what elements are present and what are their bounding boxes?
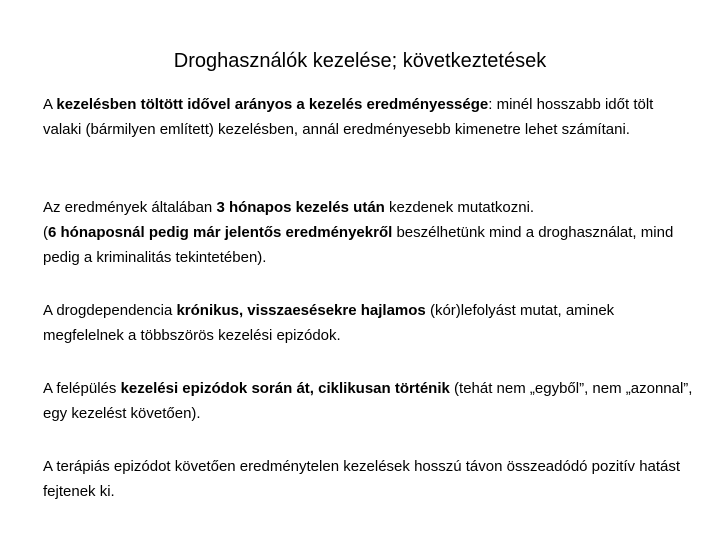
paragraph-chronic-dependence: [43, 298, 693, 348]
emphasis-segment: krónikus, visszaesésekre hajlamos: [176, 302, 426, 319]
paragraph-treatment-duration: [43, 92, 693, 142]
text-segment: A: [43, 96, 57, 113]
text-segment: kezdenek mutatkozni.: [384, 199, 535, 216]
text-segment: (tehát nem „egyből”, nem „azonnal”, egy kezelést követően).: [43, 380, 693, 422]
emphasis-segment: 3 hónapos kezelés után: [216, 199, 385, 216]
slide-title: Droghasználók kezelése; következtetések: [173, 50, 547, 72]
text-segment: (kór)lefolyást mutat, aminek megfelelnek a többszörös kezelési epizódok.: [43, 302, 615, 344]
emphasis-segment: 6 hónaposnál pedig már jelentős eredményekről: [48, 224, 393, 241]
emphasis-segment: kezelési epizódok során át, ciklikusan történik: [120, 380, 450, 397]
text-segment: Az eredmények általában: [43, 199, 217, 216]
paragraph-results-timing: [43, 195, 693, 270]
text-segment: (: [43, 224, 48, 241]
text-segment: : minél hosszabb időt tölt valaki (bármilyen említett) kezelésben, annál eredményesebb kimenetre lehet számítani.: [43, 96, 654, 138]
paragraph-recovery-cycles: [43, 376, 693, 426]
emphasis-segment: kezelésben töltött idővel arányos a kezelés eredményessége: [56, 96, 489, 113]
paragraph-cumulative-effect: [43, 454, 693, 504]
text-segment: A drogdependencia: [43, 302, 177, 319]
text-segment: A terápiás epizódot követően eredménytelen kezelések hosszú távon összeadódó pozitív hatást fejtenek ki.: [43, 458, 681, 500]
text-segment: A felépülés: [43, 380, 121, 397]
text-segment: beszélhetünk mind a droghasználat, mind pedig a kriminalitás tekintetében).: [43, 224, 674, 266]
